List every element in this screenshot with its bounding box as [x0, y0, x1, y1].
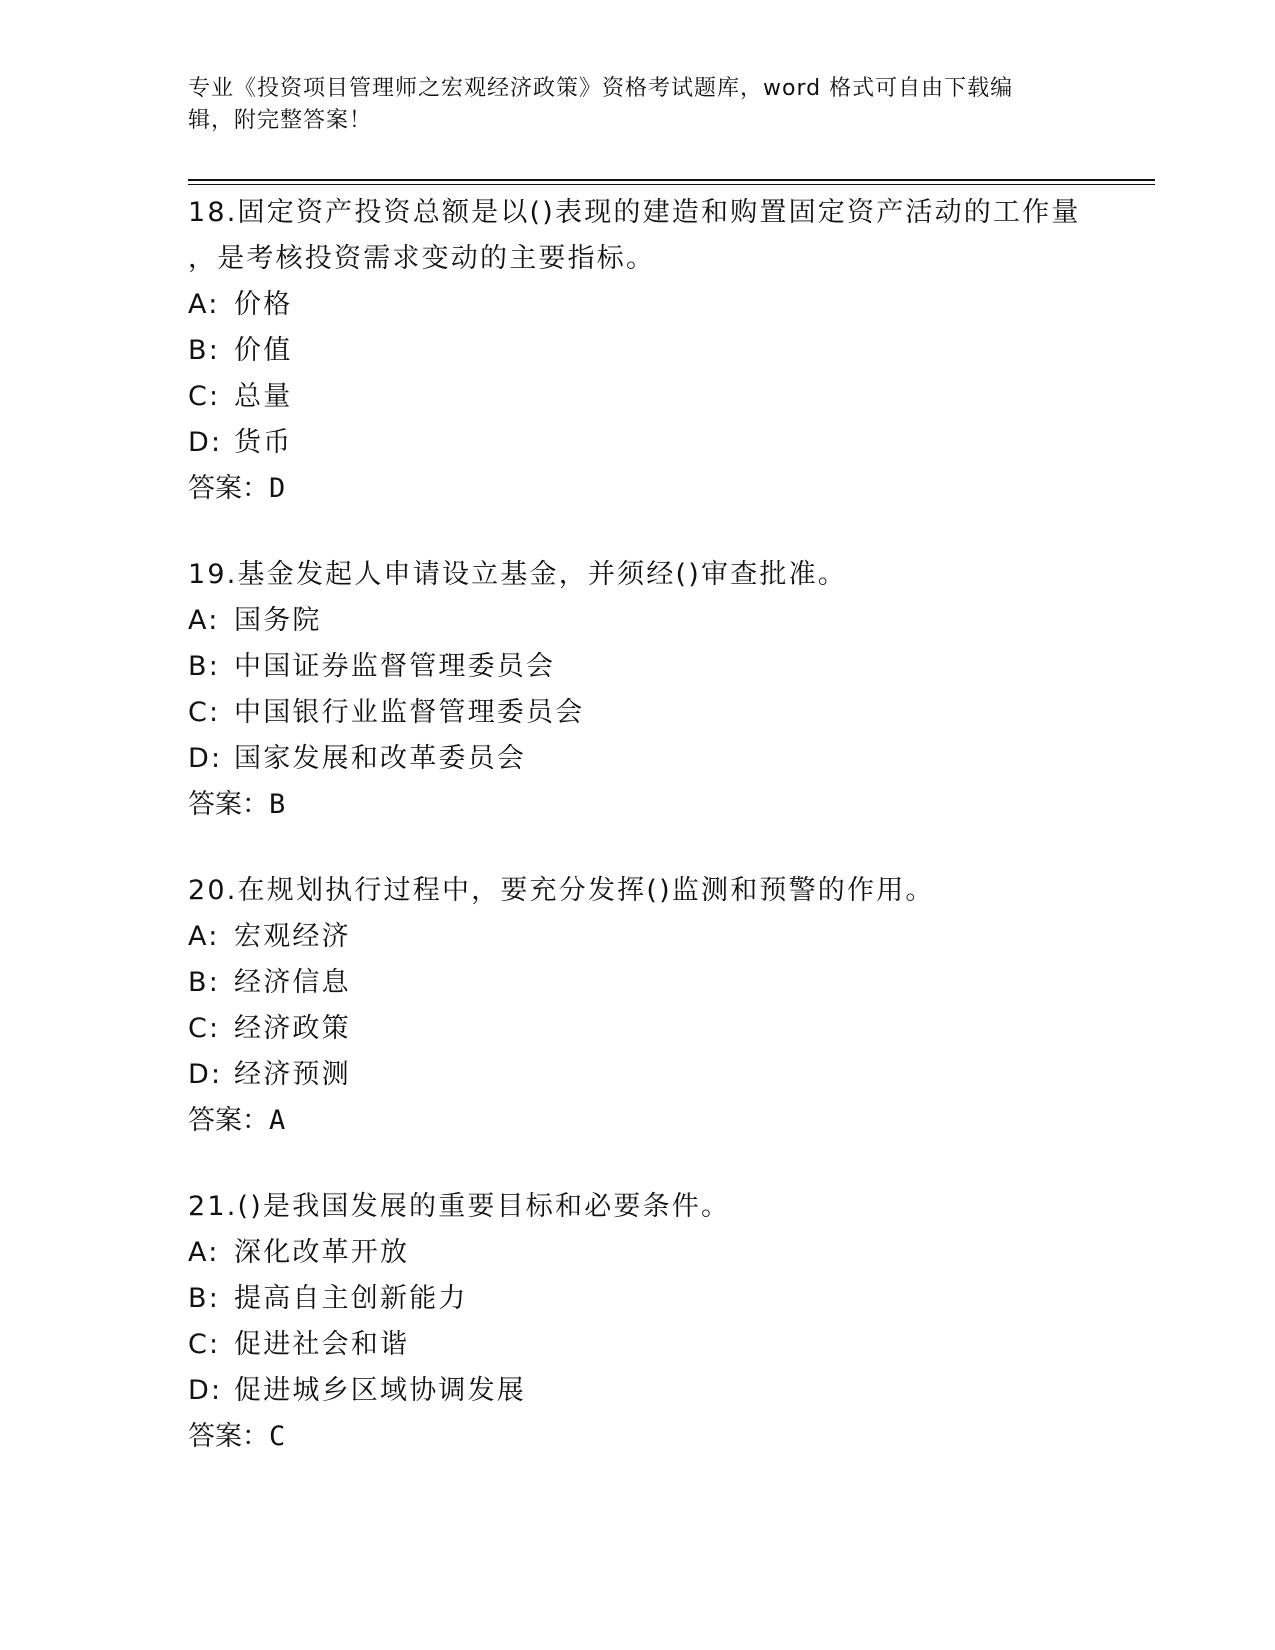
- question-stem: [188, 1184, 1155, 1230]
- option-c: [188, 690, 1155, 736]
- option-text: 促进社会和谐: [234, 1329, 410, 1360]
- question-stem-line-1: 19.基金发起人申请设立基金，并须经()审查批准。: [188, 559, 848, 590]
- option-text: 提高自主创新能力: [234, 1283, 468, 1314]
- question-stem: [188, 868, 1155, 914]
- option-letter: D:: [188, 743, 223, 774]
- question-stem-line-1: 21.()是我国发展的重要目标和必要条件。: [188, 1191, 731, 1222]
- option-letter: A:: [188, 289, 220, 320]
- question-19: [188, 552, 1155, 828]
- option-c: [188, 374, 1155, 420]
- answer-label: 答案：: [188, 1105, 269, 1136]
- option-text: 宏观经济: [234, 921, 351, 952]
- option-letter: B:: [188, 967, 221, 998]
- option-a: [188, 598, 1155, 644]
- question-stem-line-2: ，是考核投资需求变动的主要指标。: [188, 243, 656, 274]
- option-letter: A:: [188, 605, 220, 636]
- option-text: 总量: [234, 381, 293, 412]
- option-text: 国家发展和改革委员会: [234, 743, 526, 774]
- option-text: 中国银行业监督管理委员会: [234, 697, 585, 728]
- header-divider-thick: [188, 179, 1155, 181]
- header-divider-thin: [188, 184, 1155, 185]
- question-stem-line-1: 20.在规划执行过程中，要充分发挥()监测和预警的作用。: [188, 875, 935, 906]
- question-stem: [188, 190, 1155, 282]
- option-letter: B:: [188, 335, 221, 366]
- option-letter: A:: [188, 921, 220, 952]
- header-line-2: 辑，附完整答案！: [188, 108, 373, 133]
- option-text: 经济政策: [234, 1013, 351, 1044]
- question-20: [188, 868, 1155, 1144]
- option-text: 中国证券监督管理委员会: [234, 651, 556, 682]
- option-d: [188, 1368, 1155, 1414]
- answer-line: [188, 782, 1155, 828]
- option-letter: C:: [188, 697, 221, 728]
- option-b: [188, 1276, 1155, 1322]
- option-letter: D:: [188, 427, 223, 458]
- option-letter: A:: [188, 1237, 220, 1268]
- option-b: [188, 960, 1155, 1006]
- option-list: [188, 1230, 1155, 1414]
- answer-value: C: [269, 1421, 286, 1452]
- question-list: [188, 190, 1155, 1460]
- option-a: [188, 914, 1155, 960]
- answer-line: [188, 1098, 1155, 1144]
- option-letter: D:: [188, 1059, 223, 1090]
- option-d: [188, 420, 1155, 466]
- option-list: [188, 282, 1155, 466]
- answer-label: 答案：: [188, 1421, 269, 1452]
- option-a: [188, 282, 1155, 328]
- option-b: [188, 328, 1155, 374]
- option-text: 经济预测: [234, 1059, 351, 1090]
- question-21: [188, 1184, 1155, 1460]
- option-letter: B:: [188, 651, 221, 682]
- answer-line: [188, 1414, 1155, 1460]
- question-stem: [188, 552, 1155, 598]
- option-letter: B:: [188, 1283, 221, 1314]
- option-d: [188, 736, 1155, 782]
- answer-line: [188, 466, 1155, 512]
- answer-label: 答案：: [188, 473, 269, 504]
- option-list: [188, 598, 1155, 782]
- option-text: 货币: [234, 427, 293, 458]
- option-text: 经济信息: [234, 967, 351, 998]
- option-letter: D:: [188, 1375, 223, 1406]
- header-line-1: 专业《投资项目管理师之宏观经济政策》资格考试题库，word 格式可自由下载编: [188, 76, 1014, 101]
- option-text: 价格: [234, 289, 293, 320]
- option-letter: C:: [188, 381, 221, 412]
- option-a: [188, 1230, 1155, 1276]
- option-text: 促进城乡区域协调发展: [234, 1375, 526, 1406]
- option-c: [188, 1006, 1155, 1052]
- option-c: [188, 1322, 1155, 1368]
- option-d: [188, 1052, 1155, 1098]
- document-header: [188, 73, 1088, 137]
- option-b: [188, 644, 1155, 690]
- option-list: [188, 914, 1155, 1098]
- option-text: 国务院: [234, 605, 322, 636]
- answer-label: 答案：: [188, 789, 269, 820]
- option-text: 深化改革开放: [234, 1237, 410, 1268]
- question-18: [188, 190, 1155, 512]
- option-text: 价值: [234, 335, 293, 366]
- answer-value: A: [269, 1105, 286, 1136]
- option-letter: C:: [188, 1013, 221, 1044]
- answer-value: D: [269, 473, 286, 504]
- answer-value: B: [269, 789, 286, 820]
- question-stem-line-1: 18.固定资产投资总额是以()表现的建造和购置固定资产活动的工作量: [188, 197, 1081, 228]
- option-letter: C:: [188, 1329, 221, 1360]
